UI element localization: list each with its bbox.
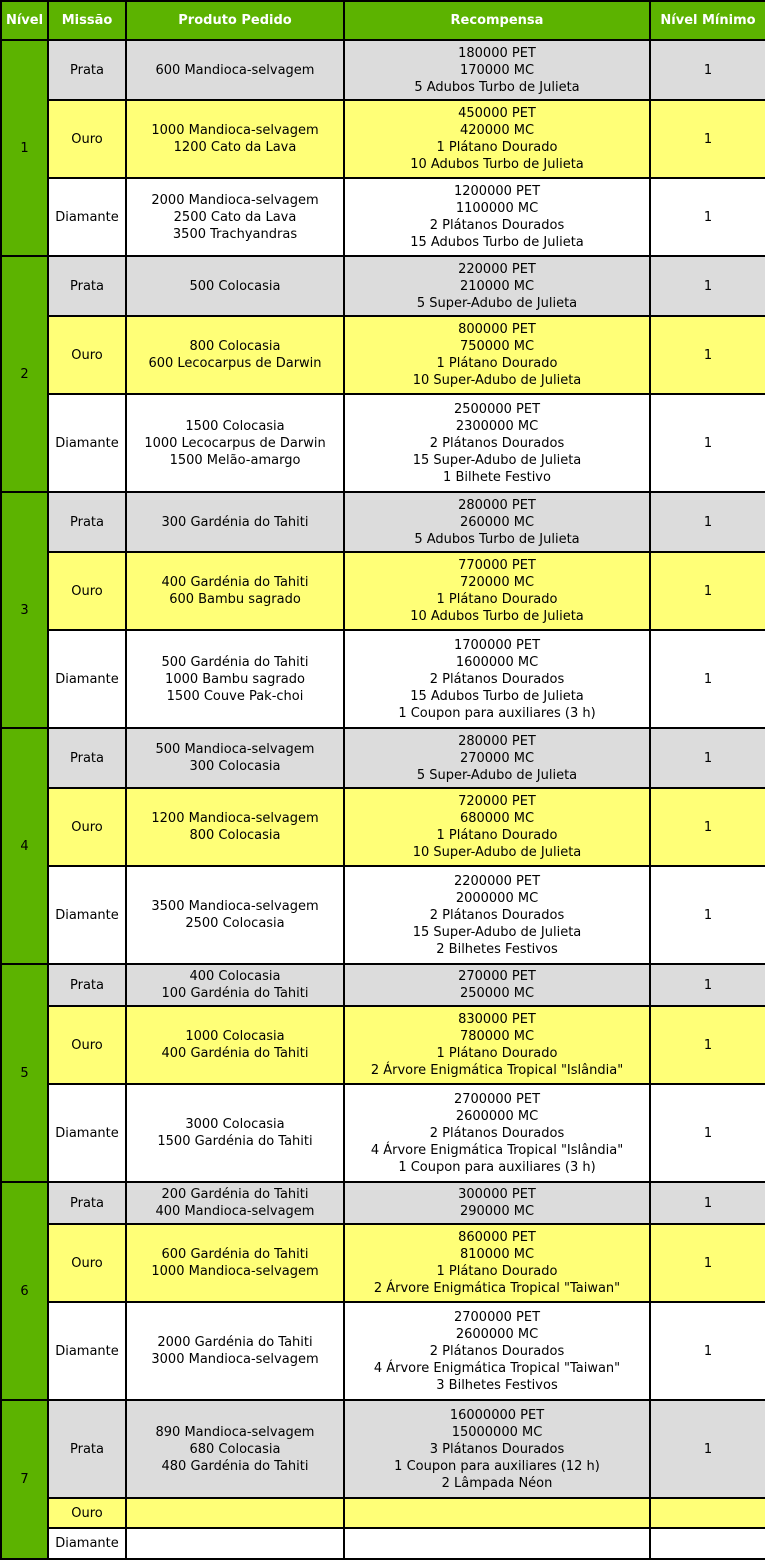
reward-line: 1 Plátano Dourado: [436, 356, 558, 371]
reward-line: 2 Plátanos Dourados: [429, 1125, 565, 1141]
mission-tier-cell: Ouro: [48, 1224, 126, 1302]
product-line: 500 Gardénia do Tahiti: [161, 654, 309, 670]
product-line: 100 Gardénia do Tahiti: [161, 986, 309, 1001]
level-cell: 3: [1, 492, 48, 728]
reward-line: 720000 MC: [459, 575, 535, 590]
reward-line: 1 Coupon para auxiliares (3 h): [398, 705, 596, 721]
product-line: 400 Gardénia do Tahiti: [161, 1046, 309, 1061]
product-line: 400 Colocasia: [189, 969, 281, 984]
reward-line: 1 Coupon para auxiliares (12 h): [394, 1458, 600, 1474]
table-row: [1, 1528, 765, 1559]
min-level-cell: 1: [650, 1224, 765, 1302]
table-row: [1, 1498, 765, 1528]
reward-line: 2 Plátanos Dourados: [429, 218, 565, 233]
table-row: [1, 1006, 765, 1084]
product-line: 300 Gardénia do Tahiti: [161, 514, 309, 530]
product-line: 1500 Gardénia do Tahiti: [157, 1134, 313, 1149]
min-level-cell: 1: [650, 100, 765, 178]
products-cell: [126, 1302, 344, 1400]
product-line: 400 Mandioca-selvagem: [155, 1204, 315, 1219]
product-line: 1000 Mandioca-selvagem: [151, 123, 319, 138]
mission-tier-cell: Prata: [48, 40, 126, 100]
reward-line: 3 Plátanos Dourados: [429, 1441, 565, 1457]
reward-line: 260000 MC: [459, 514, 535, 530]
rewards-cell: [344, 1302, 650, 1400]
reward-line: 800000 PET: [458, 322, 536, 337]
product-line: 800 Colocasia: [189, 339, 281, 354]
product-line: 600 Lecocarpus de Darwin: [148, 356, 322, 371]
min-level-cell: [650, 1498, 765, 1528]
products-cell: [126, 1224, 344, 1302]
reward-line: 10 Super-Adubo de Julieta: [412, 845, 582, 860]
mission-tier-cell: Ouro: [48, 316, 126, 394]
min-level-cell: 1: [650, 1084, 765, 1182]
header-produto-pedido: Produto Pedido: [126, 1, 344, 40]
reward-line: 15 Super-Adubo de Julieta: [412, 452, 582, 468]
reward-line: 15 Super-Adubo de Julieta: [412, 924, 582, 940]
reward-line: 5 Adubos Turbo de Julieta: [414, 531, 580, 547]
reward-line: 1 Plátano Dourado: [436, 828, 558, 843]
product-line: 3000 Mandioca-selvagem: [151, 1352, 319, 1367]
min-level-cell: 1: [650, 316, 765, 394]
rewards-cell: [344, 1182, 650, 1224]
reward-line: 280000 PET: [458, 733, 536, 749]
reward-line: 280000 PET: [458, 497, 536, 513]
mission-tier-cell: Diamante: [48, 866, 126, 964]
rewards-cell: [344, 316, 650, 394]
reward-line: 2300000 MC: [455, 418, 539, 434]
rewards-cell: [344, 630, 650, 728]
mission-tier-cell: Ouro: [48, 100, 126, 178]
product-line: 1500 Colocasia: [185, 418, 285, 434]
reward-line: 180000 PET: [458, 45, 536, 61]
reward-line: 860000 PET: [458, 1230, 536, 1245]
mission-tier-cell: Ouro: [48, 788, 126, 866]
rewards-cell: [344, 728, 650, 788]
rewards-cell: [344, 492, 650, 552]
rewards-cell: [344, 178, 650, 256]
products-cell: [126, 1006, 344, 1084]
reward-line: 1200000 PET: [453, 184, 541, 199]
product-line: 400 Gardénia do Tahiti: [161, 575, 309, 590]
rewards-cell: [344, 1084, 650, 1182]
mission-tier-cell: Prata: [48, 256, 126, 316]
mission-tier-cell: Diamante: [48, 394, 126, 492]
reward-line: 4 Árvore Enigmática Tropical "Taiwan": [373, 1360, 621, 1376]
product-line: 500 Mandioca-selvagem: [155, 742, 315, 757]
table-row: [1, 40, 765, 100]
level-cell: 2: [1, 256, 48, 492]
products-cell: [126, 1084, 344, 1182]
products-cell: [126, 1182, 344, 1224]
rewards-cell: [344, 788, 650, 866]
reward-line: 2600000 MC: [455, 1326, 539, 1342]
reward-line: 5 Super-Adubo de Julieta: [416, 767, 578, 783]
products-cell: [126, 492, 344, 552]
reward-line: 4 Árvore Enigmática Tropical "Islândia": [370, 1142, 624, 1158]
rewards-cell: [344, 1006, 650, 1084]
rewards-cell: [344, 552, 650, 630]
products-cell: [126, 100, 344, 178]
reward-line: 3 Bilhetes Festivos: [436, 1377, 558, 1393]
reward-line: 1 Plátano Dourado: [436, 1046, 558, 1061]
rewards-cell: [344, 40, 650, 100]
min-level-cell: 1: [650, 256, 765, 316]
reward-line: 10 Adubos Turbo de Julieta: [410, 157, 584, 172]
product-line: 3000 Colocasia: [185, 1117, 285, 1132]
product-line: 1000 Bambu sagrado: [165, 671, 305, 687]
reward-line: 450000 PET: [458, 106, 536, 121]
min-level-cell: 1: [650, 394, 765, 492]
reward-line: 2 Plátanos Dourados: [429, 671, 565, 687]
reward-line: 10 Super-Adubo de Julieta: [412, 373, 582, 388]
mission-tier-cell: Prata: [48, 728, 126, 788]
table-row: [1, 394, 765, 492]
table-row: [1, 1182, 765, 1224]
reward-line: 270000 PET: [458, 969, 536, 984]
reward-line: 2 Lâmpada Néon: [441, 1475, 553, 1491]
products-cell: [126, 316, 344, 394]
reward-line: 2 Plátanos Dourados: [429, 435, 565, 451]
reward-line: 1 Bilhete Festivo: [443, 469, 551, 485]
table-row: [1, 866, 765, 964]
table-row: [1, 728, 765, 788]
table-row: [1, 1224, 765, 1302]
min-level-cell: 1: [650, 178, 765, 256]
min-level-cell: 1: [650, 728, 765, 788]
min-level-cell: [650, 1528, 765, 1559]
mission-tier-cell: Diamante: [48, 178, 126, 256]
reward-line: 830000 PET: [458, 1012, 536, 1027]
reward-line: 210000 MC: [459, 278, 535, 294]
product-line: 1500 Couve Pak-choi: [166, 688, 304, 704]
reward-line: 750000 MC: [459, 339, 535, 354]
reward-line: 5 Super-Adubo de Julieta: [416, 295, 578, 311]
reward-line: 2500000 PET: [453, 401, 541, 417]
reward-line: 250000 MC: [459, 986, 535, 1001]
level-cell: 5: [1, 964, 48, 1182]
reward-line: 15 Adubos Turbo de Julieta: [410, 235, 584, 250]
level-cell: 1: [1, 40, 48, 256]
mission-tier-cell: Prata: [48, 492, 126, 552]
reward-line: 2 Árvore Enigmática Tropical "Taiwan": [373, 1281, 621, 1296]
reward-line: 720000 PET: [458, 794, 536, 809]
reward-line: 2600000 MC: [455, 1108, 539, 1124]
min-level-cell: 1: [650, 492, 765, 552]
table-row: [1, 100, 765, 178]
table-header: [1, 1, 765, 40]
table-row: [1, 788, 765, 866]
product-line: 1000 Lecocarpus de Darwin: [144, 435, 326, 451]
product-line: 890 Mandioca-selvagem: [155, 1424, 315, 1440]
table-row: [1, 1302, 765, 1400]
rewards-cell: [344, 394, 650, 492]
reward-line: 2200000 PET: [453, 873, 541, 889]
product-line: 1200 Cato da Lava: [173, 140, 297, 155]
reward-line: 1700000 PET: [453, 637, 541, 653]
products-cell: [126, 1498, 344, 1528]
mission-tier-cell: Ouro: [48, 552, 126, 630]
reward-line: 290000 MC: [459, 1204, 535, 1219]
mission-tier-cell: Prata: [48, 1182, 126, 1224]
reward-line: 2 Plátanos Dourados: [429, 1343, 565, 1359]
products-cell: [126, 1528, 344, 1559]
reward-line: 420000 MC: [459, 123, 535, 138]
table-row: [1, 964, 765, 1006]
min-level-cell: 1: [650, 1302, 765, 1400]
products-cell: [126, 1400, 344, 1498]
reward-line: 1 Plátano Dourado: [436, 140, 558, 155]
product-line: 2500 Colocasia: [185, 916, 285, 931]
products-cell: [126, 866, 344, 964]
reward-line: 10 Adubos Turbo de Julieta: [410, 609, 584, 624]
reward-line: 2 Plátanos Dourados: [429, 907, 565, 923]
product-line: 600 Gardénia do Tahiti: [161, 1247, 309, 1262]
mission-tier-cell: Diamante: [48, 630, 126, 728]
products-cell: [126, 630, 344, 728]
reward-line: 15 Adubos Turbo de Julieta: [410, 688, 584, 704]
mission-tier-cell: Diamante: [48, 1528, 126, 1559]
products-cell: [126, 178, 344, 256]
table-row: [1, 178, 765, 256]
reward-line: 16000000 PET: [449, 1407, 545, 1423]
product-line: 2000 Gardénia do Tahiti: [157, 1335, 313, 1350]
reward-line: 270000 MC: [459, 750, 535, 766]
level-cell: 6: [1, 1182, 48, 1400]
product-line: 600 Mandioca-selvagem: [155, 62, 315, 78]
product-line: 500 Colocasia: [189, 278, 281, 294]
header-row: [1, 1, 765, 40]
table-row: [1, 256, 765, 316]
level-cell: 7: [1, 1400, 48, 1559]
header-recompensa: Recompensa: [344, 1, 650, 40]
products-cell: [126, 394, 344, 492]
reward-line: 15000000 MC: [451, 1424, 543, 1440]
level-cell: 4: [1, 728, 48, 964]
mission-tier-cell: Prata: [48, 1400, 126, 1498]
reward-line: 1600000 MC: [455, 654, 539, 670]
header-missao: Missão: [48, 1, 126, 40]
rewards-cell: [344, 256, 650, 316]
rewards-cell: [344, 1400, 650, 1498]
rewards-cell: [344, 964, 650, 1006]
product-line: 1000 Colocasia: [185, 1029, 285, 1044]
mission-tier-cell: Diamante: [48, 1302, 126, 1400]
min-level-cell: 1: [650, 964, 765, 1006]
reward-line: 2 Bilhetes Festivos: [436, 941, 558, 957]
reward-line: 1100000 MC: [455, 201, 539, 216]
product-line: 600 Bambu sagrado: [169, 592, 301, 607]
min-level-cell: 1: [650, 866, 765, 964]
reward-line: 2700000 PET: [453, 1091, 541, 1107]
reward-line: 810000 MC: [459, 1247, 535, 1262]
min-level-cell: 1: [650, 40, 765, 100]
product-line: 2000 Mandioca-selvagem: [151, 192, 319, 208]
reward-line: 220000 PET: [458, 261, 536, 277]
reward-line: 1 Coupon para auxiliares (3 h): [398, 1159, 596, 1175]
table-row: [1, 552, 765, 630]
reward-line: 300000 PET: [458, 1187, 536, 1202]
min-level-cell: 1: [650, 1006, 765, 1084]
product-line: 300 Colocasia: [189, 759, 281, 774]
table-row: [1, 316, 765, 394]
product-line: 800 Colocasia: [189, 828, 281, 843]
mission-tier-cell: Prata: [48, 964, 126, 1006]
mission-tier-cell: Ouro: [48, 1006, 126, 1084]
reward-line: 1 Plátano Dourado: [436, 592, 558, 607]
table-row: [1, 630, 765, 728]
product-line: 3500 Trachyandras: [172, 226, 298, 242]
mission-tier-cell: Ouro: [48, 1498, 126, 1528]
table-body: [1, 40, 765, 1559]
product-line: 480 Gardénia do Tahiti: [161, 1458, 309, 1474]
rewards-cell: [344, 1498, 650, 1528]
products-cell: [126, 256, 344, 316]
products-cell: [126, 40, 344, 100]
product-line: 3500 Mandioca-selvagem: [151, 899, 319, 914]
reward-line: 2000000 MC: [455, 890, 539, 906]
rewards-cell: [344, 100, 650, 178]
reward-line: 680000 MC: [459, 811, 535, 826]
reward-line: 780000 MC: [459, 1029, 535, 1044]
reward-line: 2 Árvore Enigmática Tropical "Islândia": [370, 1063, 624, 1078]
min-level-cell: 1: [650, 788, 765, 866]
header-nivel-minimo: Nível Mínimo: [650, 1, 765, 40]
min-level-cell: 1: [650, 552, 765, 630]
reward-line: 2700000 PET: [453, 1309, 541, 1325]
products-cell: [126, 964, 344, 1006]
products-cell: [126, 552, 344, 630]
product-line: 1200 Mandioca-selvagem: [151, 811, 319, 826]
table-row: [1, 1084, 765, 1182]
product-line: 1500 Melão-amargo: [169, 452, 301, 468]
product-line: 200 Gardénia do Tahiti: [161, 1187, 309, 1202]
product-line: 2500 Cato da Lava: [173, 209, 297, 225]
header-nivel: Nível: [1, 1, 48, 40]
product-line: 680 Colocasia: [189, 1441, 281, 1457]
product-line: 1000 Mandioca-selvagem: [151, 1264, 319, 1279]
min-level-cell: 1: [650, 630, 765, 728]
reward-line: 770000 PET: [458, 558, 536, 573]
table-row: [1, 1400, 765, 1498]
products-cell: [126, 788, 344, 866]
rewards-cell: [344, 866, 650, 964]
mission-tier-cell: Diamante: [48, 1084, 126, 1182]
products-cell: [126, 728, 344, 788]
rewards-cell: [344, 1224, 650, 1302]
reward-line: 5 Adubos Turbo de Julieta: [414, 79, 580, 95]
reward-line: 1 Plátano Dourado: [436, 1264, 558, 1279]
rewards-cell: [344, 1528, 650, 1559]
reward-line: 170000 MC: [459, 62, 535, 78]
table-row: [1, 492, 765, 552]
min-level-cell: 1: [650, 1182, 765, 1224]
min-level-cell: 1: [650, 1400, 765, 1498]
